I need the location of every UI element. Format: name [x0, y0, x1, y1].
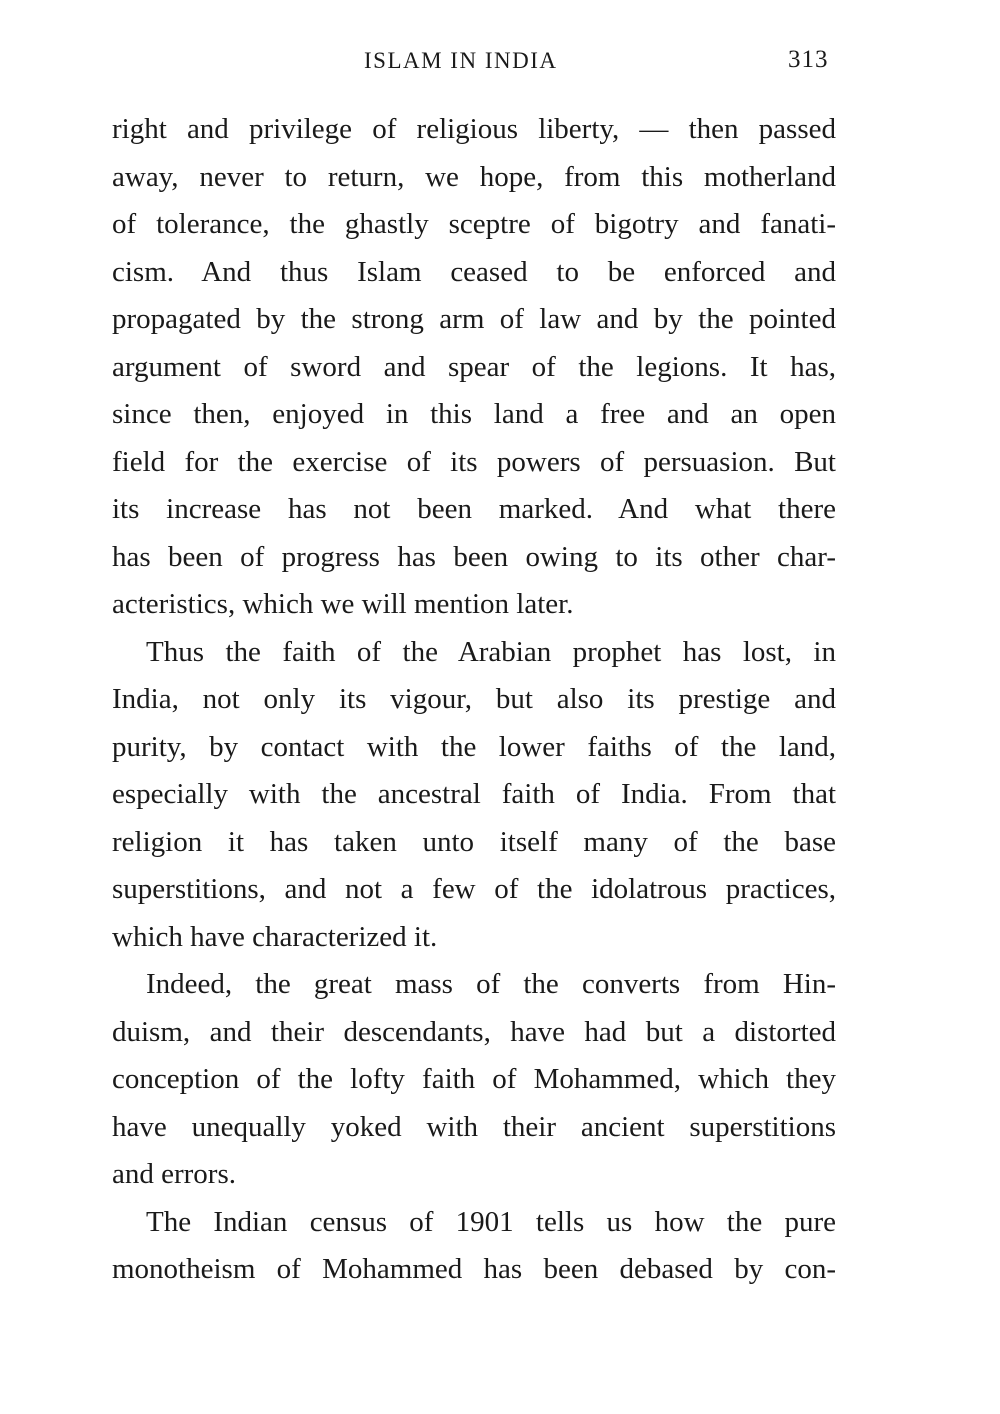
text-line: cism. And thus Islam ceased to be enforced and — [112, 255, 836, 288]
paragraph-1 — [112, 106, 836, 629]
text-line: duism, and their descendants, have had but a distorted — [112, 1015, 836, 1048]
text-line: its increase has not been marked. And what there — [112, 493, 836, 525]
text-line: argument of sword and spear of the legions. It has, — [112, 350, 836, 383]
text-line: has been of progress has been owing to its other char- — [112, 540, 836, 573]
text-line: since then, enjoyed in this land a free and an open — [112, 398, 836, 430]
text-line: propagated by the strong arm of law and by the pointed — [112, 303, 836, 335]
text-line: acteristics, which we will mention later. — [112, 588, 574, 620]
page-number: 313 — [788, 46, 829, 73]
text-line: India, not only its vigour, but also its prestige and — [112, 683, 836, 715]
text-line: Indeed, the great mass of the converts from Hin- — [146, 968, 836, 1000]
body-text — [112, 106, 836, 1294]
text-line: superstitions, and not a few of the idolatrous practices, — [112, 873, 836, 905]
text-line: The Indian census of 1901 tells us how the pure — [146, 1205, 836, 1238]
text-line: away, never to return, we hope, from this motherland — [112, 160, 836, 193]
running-head — [0, 44, 1000, 84]
text-line: religion it has taken unto itself many of the base — [112, 825, 836, 858]
text-line: have unequally yoked with their ancient superstitions — [112, 1110, 836, 1143]
text-line: right and privilege of religious liberty, — then passed — [112, 113, 836, 145]
paragraph-4 — [112, 1199, 836, 1294]
text-line: monotheism of Mohammed has been debased by con- — [112, 1253, 836, 1285]
text-line: purity, by contact with the lower faiths of the land, — [112, 730, 836, 763]
text-line: and errors. — [112, 1158, 237, 1190]
paragraph-2 — [112, 629, 836, 962]
paragraph-3 — [112, 961, 836, 1199]
text-line: Thus the faith of the Arabian prophet has lost, in — [146, 635, 836, 668]
text-line: conception of the lofty faith of Mohammed, which they — [112, 1063, 836, 1095]
text-line: field for the exercise of its powers of persuasion. But — [112, 445, 836, 478]
running-title: ISLAM IN INDIA — [364, 48, 558, 73]
text-line: which have characterized it. — [112, 920, 438, 953]
text-line: of tolerance, the ghastly sceptre of bigotry and fanati- — [112, 208, 836, 240]
text-line: especially with the ancestral faith of India. From that — [112, 778, 836, 810]
